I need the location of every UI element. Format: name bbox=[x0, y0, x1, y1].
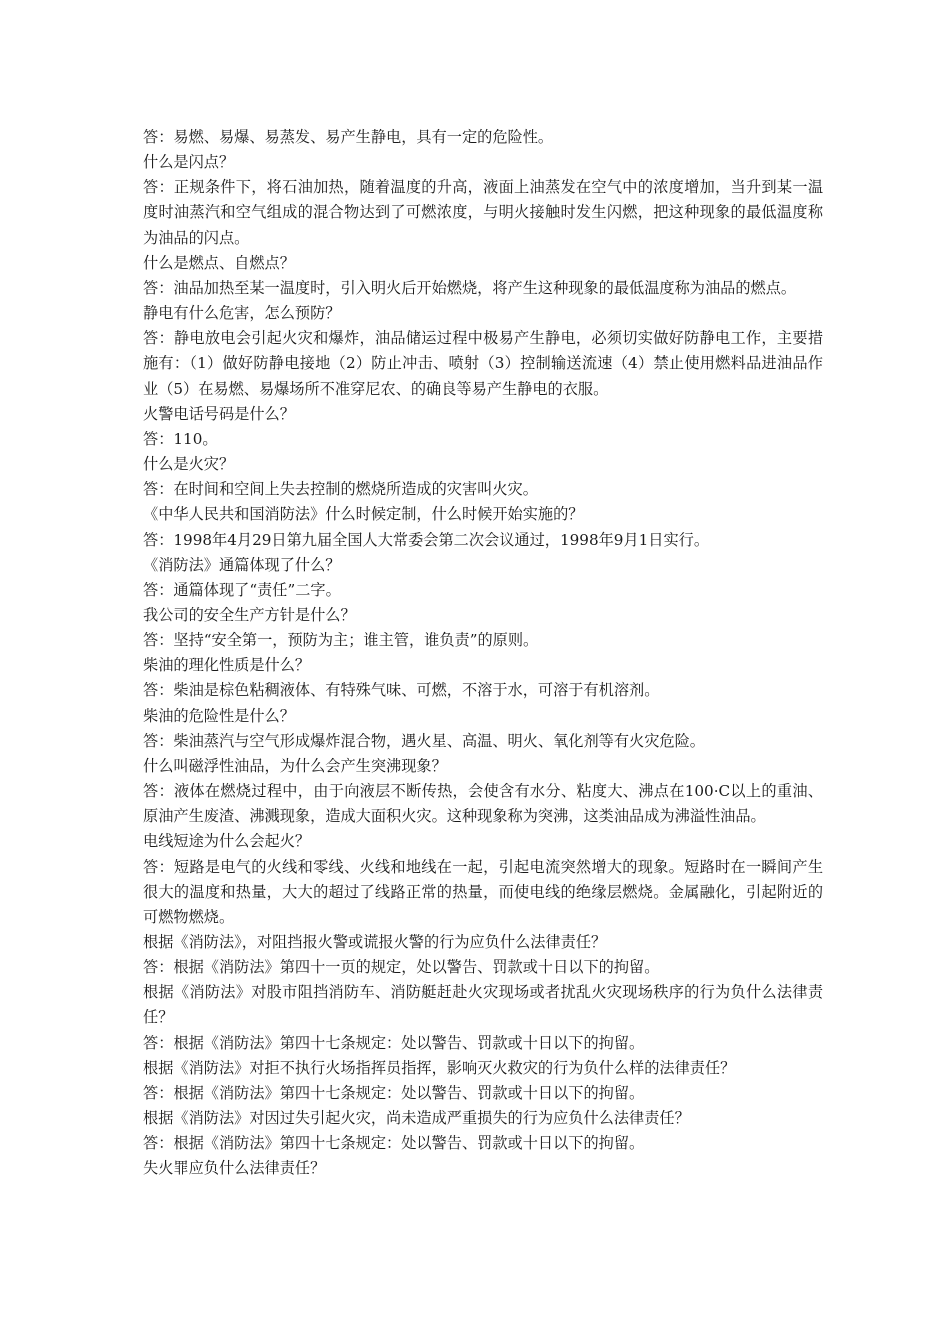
answer-paragraph: 答：根据《消防法》第四十一页的规定，处以警告、罚款或十日以下的拘留。 bbox=[143, 958, 660, 977]
question-paragraph: 失火罪应负什么法律责任？ bbox=[143, 1159, 326, 1178]
answer-paragraph: 答：静电放电会引起火灾和爆炸，油品储运过程中极易产生静电，必须切实做好防静电工作，主要措施有：（1）做好防静电接地（2）防止冲击、喷射（3）控制输送流速（4）禁止使用燃料品进油品作业（5）在易燃、易爆场所不准穿尼农、的确良等易产生静电的衣服。 bbox=[143, 329, 823, 398]
question-paragraph: 根据《消防法》，对阻挡报火警或谎报火警的行为应负什么法律责任？ bbox=[143, 933, 607, 951]
answer-paragraph: 答：通篇体现了“责任”二字。 bbox=[143, 580, 341, 599]
question-paragraph: 根据《消防法》对因过失引起火灾，尚未造成严重损失的行为应负什么法律责任？ bbox=[143, 1109, 690, 1128]
document-body bbox=[143, 125, 823, 1182]
question-paragraph: 根据《消防法》对拒不执行火场指挥员指挥，影响灭火救灾的行为负什么样的法律责任？ bbox=[143, 1058, 736, 1077]
answer-paragraph: 答：正规条件下，将石油加热，随着温度的升高，液面上油蒸发在空气中的浓度增加，当升到某一温度时油蒸汽和空气组成的混合物达到了可燃浓度，与明火接触时发生闪燃，把这种现象的最低温度称为油品的闪点。 bbox=[143, 178, 823, 247]
answer-paragraph: 答：柴油是棕色粘稠液体、有特殊气味、可燃，不溶于水，可溶于有机溶剂。 bbox=[143, 681, 660, 700]
answer-paragraph: 答：根据《消防法》第四十七条规定：处以警告、罚款或十日以下的拘留。 bbox=[143, 1083, 645, 1102]
question-paragraph: 柴油的理化性质是什么？ bbox=[143, 656, 311, 675]
question-paragraph: 《消防法》通篇体现了什么？ bbox=[143, 555, 341, 574]
answer-paragraph: 答：易燃、易爆、易蒸发、易产生静电，具有一定的危险性。 bbox=[143, 128, 554, 146]
question-paragraph: 我公司的安全生产方针是什么？ bbox=[143, 605, 356, 624]
answer-paragraph: 答：110。 bbox=[143, 429, 218, 448]
question-paragraph: 什么是火灾？ bbox=[143, 455, 235, 474]
question-paragraph: 静电有什么危害，怎么预防？ bbox=[143, 304, 341, 323]
answer-paragraph: 答：根据《消防法》第四十七条规定：处以警告、罚款或十日以下的拘留。 bbox=[143, 1134, 645, 1153]
question-paragraph: 什么是闪点？ bbox=[143, 153, 235, 172]
question-paragraph: 火警电话号码是什么？ bbox=[143, 404, 295, 423]
question-paragraph: 什么叫磁浮性油品，为什么会产生突沸现象？ bbox=[143, 756, 447, 775]
question-paragraph: 电线短途为什么会起火？ bbox=[143, 832, 311, 851]
answer-paragraph: 答：在时间和空间上失去控制的燃烧所造成的灾害叫火灾。 bbox=[143, 480, 538, 499]
answer-paragraph: 答：根据《消防法》第四十七条规定：处以警告、罚款或十日以下的拘留。 bbox=[143, 1033, 645, 1052]
answer-paragraph: 答：1998年4月29日第九届全国人大常委会第二次会议通过，1998年9月1日实行。 bbox=[143, 530, 710, 549]
answer-paragraph: 答：短路是电气的火线和零线、火线和地线在一起，引起电流突然增大的现象。短路时在一瞬间产生很大的温度和热量，大大的超过了线路正常的热量，而使电线的绝缘层燃烧。金属融化，引起附近的可燃物燃烧。 bbox=[143, 857, 823, 926]
answer-paragraph: 答：液体在燃烧过程中，由于向液层不断传热，会使含有水分、粘度大、沸点在100·C以上的重油、原油产生废渣、沸溅现象，造成大面积火灾。这种现象称为突沸，这类油品成为沸溢性油品。 bbox=[143, 782, 823, 826]
question-paragraph: 根据《消防法》对股市阻挡消防车、消防艇赶赴火灾现场或者扰乱火灾现场秩序的行为负什么法律责任？ bbox=[143, 983, 823, 1027]
answer-paragraph: 答：油品加热至某一温度时，引入明火后开始燃烧，将产生这种现象的最低温度称为油品的燃点。 bbox=[143, 278, 797, 297]
question-paragraph: 什么是燃点、自燃点？ bbox=[143, 253, 295, 272]
question-paragraph: 《中华人民共和国消防法》什么时候定制，什么时候开始实施的？ bbox=[143, 505, 584, 524]
answer-paragraph: 答：坚持“安全第一，预防为主；谁主管，谁负责”的原则。 bbox=[143, 631, 539, 650]
question-paragraph: 柴油的危险性是什么？ bbox=[143, 706, 295, 725]
answer-paragraph: 答：柴油蒸汽与空气形成爆炸混合物，遇火星、高温、明火、氧化剂等有火灾危险。 bbox=[143, 731, 705, 750]
